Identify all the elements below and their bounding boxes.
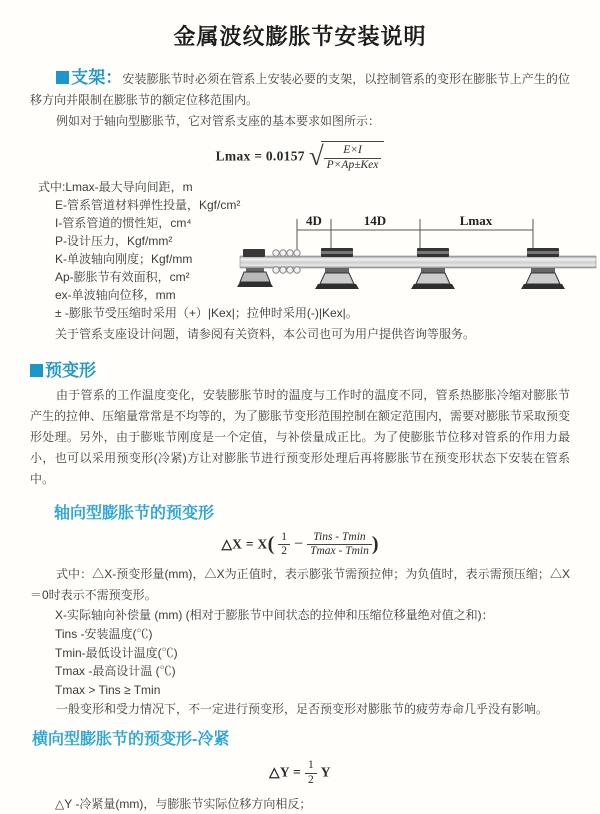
lmax-formula: [30, 141, 570, 172]
square-bullet-icon: [30, 364, 43, 377]
temp-inequality-line: Tmax > Tins ≥ Tmin: [55, 682, 161, 697]
half-numerator: 1: [278, 531, 290, 545]
pipe-support-diagram: [240, 210, 598, 307]
axial-x-definition: X-实际轴向补偿量 (mm) (相对于膨胀节中间状态的拉伸和压缩位移量绝对值之和)：: [55, 608, 494, 623]
predeform-paragraph: 由于管系的工作温度变化，安装膨胀节时的温度与工作时的温度不同，管系热膨胀冷缩对膨胀节产生的拉伸、压缩量常常是不均等的，为了膨胀节变形范围控制在额定范围内，需要对膨胀节采取预变形处理。另外，由于膨账节刚度是一个定值，与补偿量成正比。为了使膨胀节位移对管系的作用力最小，也可以采用预变形(冷紧)方让对膨胀节进行预变形处理后再将膨胀节在预变形状态下安装在管系中。: [30, 388, 571, 486]
section-heading-predeform-label: 预变形: [45, 361, 96, 380]
guide-support-2: [411, 248, 455, 289]
axial-note-line: 一般变形和受力情况下，不一定进行预变形，足否预变形对膨胀节的疲劳寿命几乎没有影响。: [56, 702, 549, 717]
temp-fraction-numerator: Tins - Tmin: [307, 531, 372, 545]
minus-sign: −: [294, 535, 304, 553]
lateral-half-fraction: [305, 759, 317, 786]
axial-formula: [30, 531, 570, 558]
lmax-fraction-denominator: P×Ap±Kex: [326, 158, 379, 171]
support-example-line: 例如对于轴向型膨胀节，它对管系支座的基本要求如图所示：: [56, 114, 381, 128]
definition-line: I-管系管道的惯性矩，cm⁴: [55, 216, 192, 230]
lmax-formula-lhs: Lmax = 0.0157: [215, 148, 305, 164]
temp-definition-line: Tmin-最低设计温度(℃): [55, 645, 178, 660]
square-bullet-icon: [56, 71, 69, 84]
support-note-line: 关于管系支座设计问题，请参阅有关资料，本公司也可为用户提供咨询等服务。: [55, 327, 476, 341]
guide-support-3: [521, 248, 565, 289]
half-fraction: [278, 531, 290, 558]
definition-line: Ap-膨胀节有效面积，cm²: [55, 270, 190, 284]
support-intro-paragraph: [30, 67, 570, 111]
dimension-labels: [306, 213, 493, 228]
section-heading-predeform: [30, 356, 570, 381]
pipe: [240, 256, 596, 268]
page-title: 金属波纹膨胀节安装说明: [173, 24, 427, 49]
lateral-definition-line: △Y -冷紧量(mm)，与膨胀节实际位移方向相反；: [55, 796, 312, 811]
dim-label-lmax: Lmax: [459, 213, 493, 228]
definition-line: K-单波轴向刚度；Kgf/mm: [55, 252, 193, 266]
lmax-fraction: [324, 144, 382, 171]
radical-body: [321, 141, 385, 171]
dim-label-4d: 4D: [306, 213, 322, 228]
subheading-axial: 轴向型膨胀节的预变形: [54, 505, 215, 522]
definition-line: 式中:Lmax-最大导向间距，m: [38, 180, 193, 194]
subheading-lateral: 横向型膨胀节的预变形-冷紧: [32, 731, 230, 749]
axial-formula-lhs: △X = X: [221, 536, 268, 552]
temp-fraction-denominator: Tmax - Tmin: [310, 545, 369, 558]
section-heading-support-label: 支架：: [71, 68, 123, 87]
support-intro-text: 安装膨胀节时必须在管系上安装必要的支架，以控制管系的变形在膨胀节上产生的位移方向并限制在膨胀节的额定位移范围内。: [30, 72, 570, 107]
lateral-half-denominator: 2: [308, 773, 314, 786]
temp-fraction: [307, 531, 372, 558]
formula-definitions: [30, 178, 570, 322]
left-paren: (: [267, 533, 275, 556]
axial-explain-paragraph: 式中：△X-预变形量(mm)，△X为正值时，表示膨张节需预拉伸；为负值时，表示需预压缩；△X＝0时表示不需预变形。: [30, 567, 570, 603]
lateral-half-numerator: 1: [305, 759, 317, 773]
definition-line: ± -膨胀节受压缩时采用（+）|Kex|；拉伸时采用(-)|Kex|。: [55, 306, 358, 320]
lmax-fraction-numerator: E×I: [324, 144, 382, 158]
dim-label-14d: 14D: [363, 213, 387, 228]
definition-line: ex-单波轴向位移，mm: [55, 288, 176, 302]
section-heading-support: [56, 68, 122, 87]
definition-line: P-设计压力，Kgf/mm²: [55, 234, 173, 248]
radical-sign: √: [308, 141, 324, 171]
definition-line: E-管系管道材料弹性投量，Kgf/cm²: [55, 198, 241, 212]
lateral-formula: [30, 759, 570, 786]
temp-definition-line: Tmax -最高设计温 (℃): [55, 664, 176, 679]
right-paren: ): [371, 533, 379, 556]
half-denominator: 2: [281, 545, 288, 558]
lateral-formula-lhs: △Y =: [269, 765, 302, 781]
lateral-formula-rhs: Y: [320, 765, 331, 781]
temp-definition-line: Tins -安装温度(℃): [55, 627, 153, 642]
guide-support-1: [315, 248, 359, 289]
